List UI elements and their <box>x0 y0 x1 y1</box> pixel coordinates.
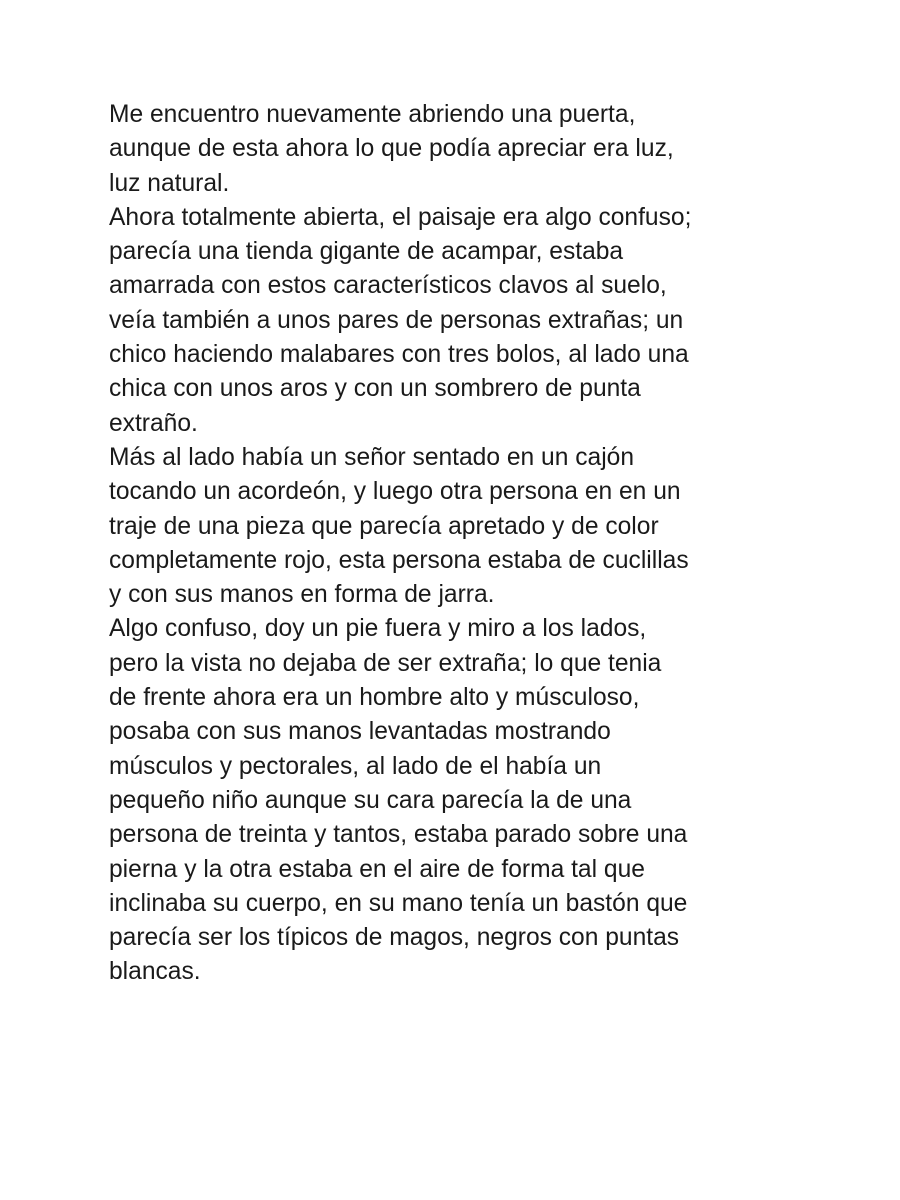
text-line: músculos y pectorales, al lado de el había un <box>109 752 602 780</box>
text-line: y con sus manos en forma de jarra. <box>109 581 495 609</box>
paragraph-3 <box>109 441 809 612</box>
text-line: luz natural. <box>109 169 230 197</box>
text-line: aunque de esta ahora lo que podía apreciar era luz, <box>109 135 674 163</box>
text-line: traje de una pieza que parecía apretado y de color <box>109 512 659 540</box>
body-text <box>109 98 809 990</box>
text-line: veía también a unos pares de personas extrañas; un <box>109 306 684 334</box>
text-line: Algo confuso, doy un pie fuera y miro a los lados, <box>109 615 647 643</box>
text-line: Ahora totalmente abierta, el paisaje era algo confuso; <box>109 203 692 231</box>
paragraph-4 <box>109 612 809 989</box>
text-line: parecía una tienda gigante de acampar, estaba <box>109 238 624 266</box>
text-line: blancas. <box>109 958 201 986</box>
text-line: chico haciendo malabares con tres bolos, al lado una <box>109 341 689 369</box>
text-line: pero la vista no dejaba de ser extraña; lo que tenia <box>109 649 662 677</box>
text-line: Me encuentro nuevamente abriendo una puerta, <box>109 101 636 128</box>
text-line: pequeño niño aunque su cara parecía la de una <box>109 786 632 814</box>
text-line: chica con unos aros y con un sombrero de punta <box>109 375 641 403</box>
text-line: persona de treinta y tantos, estaba parado sobre una <box>109 821 688 849</box>
text-line: inclinaba su cuerpo, en su mano tenía un bastón que <box>109 889 688 917</box>
text-line: posaba con sus manos levantadas mostrando <box>109 718 611 746</box>
text-line: tocando un acordeón, y luego otra persona en en un <box>109 478 681 506</box>
text-line: de frente ahora era un hombre alto y músculoso, <box>109 684 640 712</box>
text-line: completamente rojo, esta persona estaba de cuclillas <box>109 546 689 574</box>
text-line: pierna y la otra estaba en el aire de forma tal que <box>109 855 645 883</box>
paragraph-2 <box>109 201 809 441</box>
text-line: Más al lado había un señor sentado en un cajón <box>109 443 635 471</box>
text-line: extraño. <box>109 409 198 437</box>
text-line: parecía ser los típicos de magos, negros con puntas <box>109 924 680 952</box>
paragraph-1 <box>109 98 809 201</box>
text-line: amarrada con estos característicos clavos al suelo, <box>109 272 667 300</box>
